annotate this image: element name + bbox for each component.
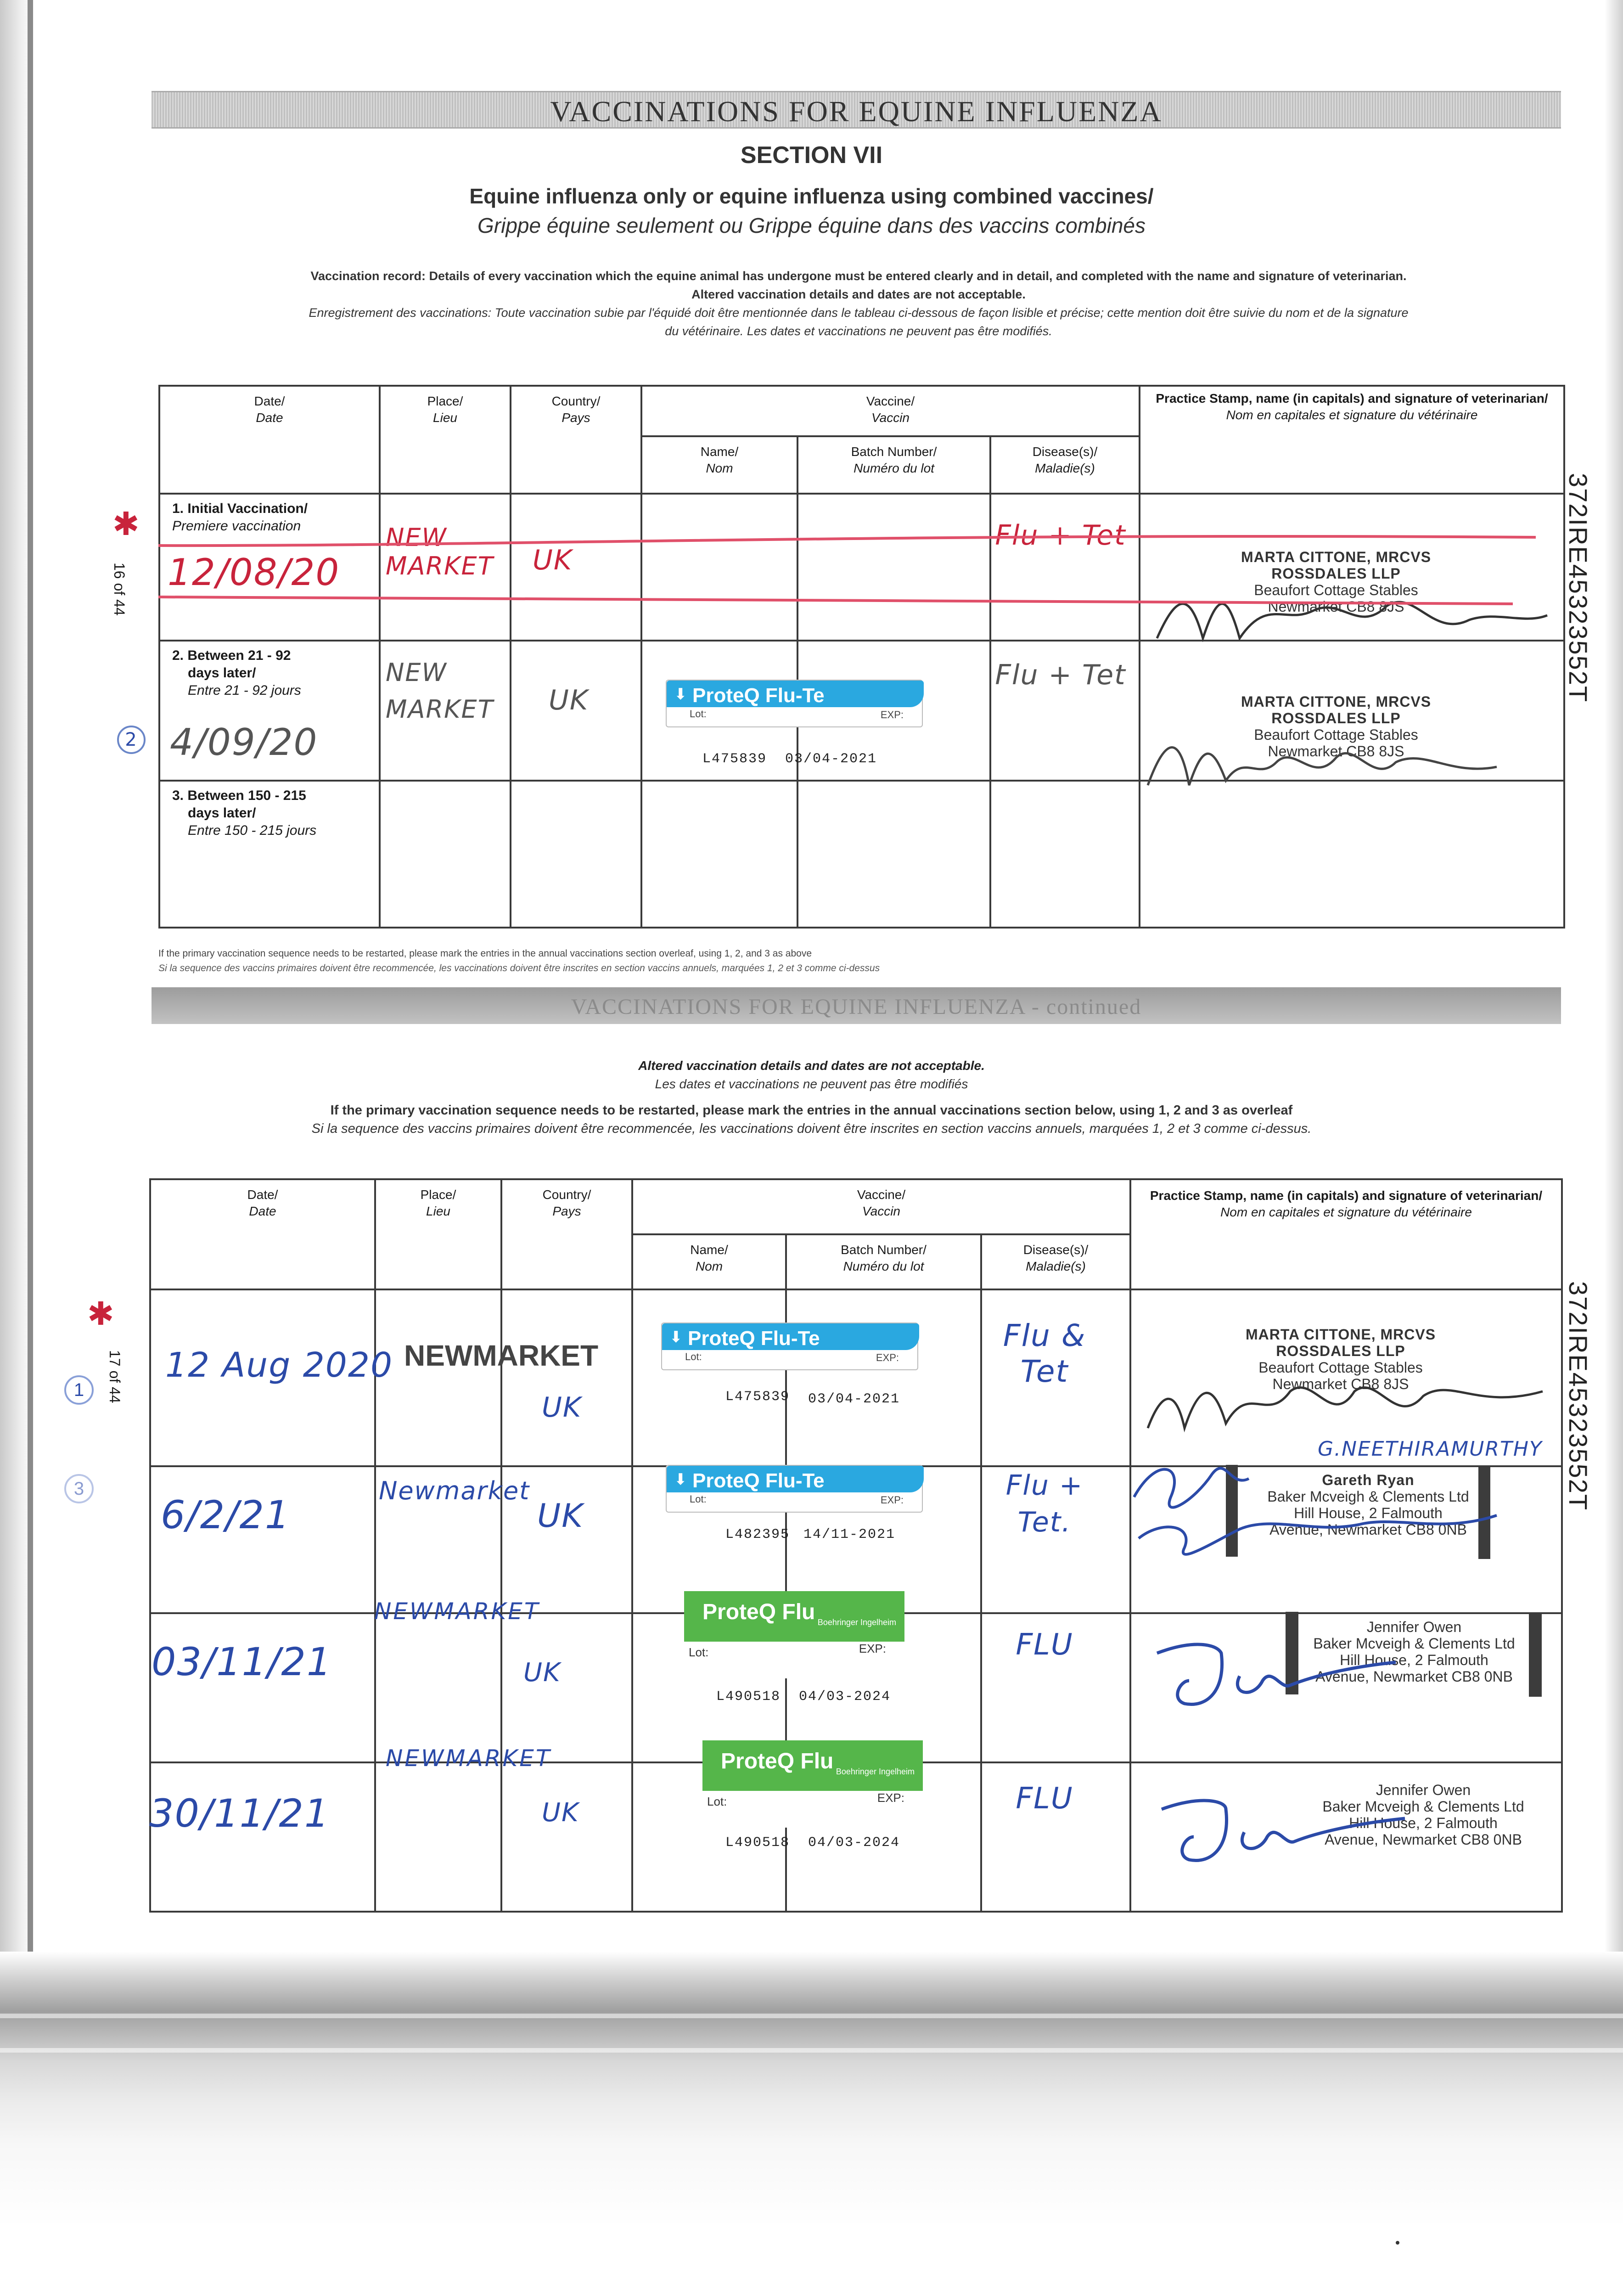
b3-date: 03/11/21 bbox=[152, 1639, 332, 1684]
b2-circle-number: 3 bbox=[64, 1474, 94, 1503]
vaccine-name: ProteQ Flu-Te bbox=[692, 1469, 825, 1492]
subtitle-fr: Grippe équine seulement ou Grippe équine dans des vaccins combinés bbox=[477, 214, 1146, 237]
header-country: Country/ Pays bbox=[501, 1179, 632, 1289]
b2-country: UK bbox=[537, 1497, 584, 1535]
b2-signature bbox=[1120, 1446, 1524, 1566]
b2-place: Newmarket bbox=[379, 1476, 530, 1505]
subtitle-en: Equine influenza only or equine influenza using combined vaccines/ bbox=[469, 184, 1154, 208]
altered-note-en: Altered vaccination details and dates are not acceptable. bbox=[638, 1058, 985, 1073]
record-note-en-2: Altered vaccination details and dates are not acceptable. bbox=[691, 287, 1026, 301]
b1-signature bbox=[1139, 1359, 1552, 1437]
record-note-fr-2: du vétérinaire. Les dates et vaccinations ne peuvent pas être modifiés. bbox=[665, 324, 1052, 338]
b3-vaccine-label: ProteQ Flu Boehringer Ingelheim Lot: EXP: bbox=[684, 1591, 904, 1678]
header-date: Date/ Date bbox=[159, 386, 380, 494]
vaccine-name: ProteQ Flu bbox=[721, 1749, 834, 1773]
b1-lot-number: L475839 bbox=[725, 1389, 790, 1405]
row1-country: UK bbox=[533, 544, 573, 576]
row2-country: UK bbox=[549, 684, 589, 716]
header-practice: Practice Stamp, name (in capitals) and signature of veterinarian/ Nom en capitales et signature du vétérinaire bbox=[1140, 386, 1564, 494]
info-arrow-icon: ⬇ bbox=[674, 686, 687, 703]
row2-signature bbox=[1139, 716, 1543, 794]
row2-circle-number: 2 bbox=[117, 726, 146, 754]
b4-place: NEWMARKET bbox=[386, 1745, 552, 1772]
strike-lines bbox=[158, 519, 1563, 611]
b4-signature bbox=[1148, 1782, 1469, 1869]
redaction-bar bbox=[1529, 1614, 1542, 1697]
b1-expiry: 03/04-2021 bbox=[808, 1391, 900, 1407]
section-heading: SECTION VII bbox=[740, 142, 883, 169]
header-batch: Batch Number/ Numéro du lot bbox=[797, 436, 990, 494]
b1-vet-stamp: MARTA CITTONE, MRCVS ROSSDALES LLP Beaufort Cottage Stables Newmarket CB8 8JS bbox=[1245, 1326, 1436, 1392]
page-title: VACCINATIONS FOR EQUINE INFLUENZA bbox=[550, 95, 1162, 128]
restart-note-fr: Si la sequence des vaccins primaires doivent être recommencée, les vaccinations doivent être inscrites en section vaccins annuels, marquées 1, 2 et 3 comme ci-dessus. bbox=[311, 1121, 1312, 1136]
b2-disease: Flu + Tet. bbox=[1005, 1469, 1084, 1538]
vaccine-name: ProteQ Flu-Te bbox=[692, 684, 825, 707]
b4-disease: FLU bbox=[1016, 1782, 1073, 1816]
row2-place: NEW MARKET bbox=[386, 658, 494, 724]
header-disease: Disease(s)/ Maladie(s) bbox=[981, 1234, 1130, 1289]
header-practice: Practice Stamp, name (in capitals) and signature of veterinarian/ Nom en capitales et signature du vétérinaire bbox=[1130, 1179, 1562, 1289]
header-place: Place/ Lieu bbox=[380, 386, 511, 494]
record-note-fr: Enregistrement des vaccinations: Toute vaccination subie par l'équidé doit être mentionnée dans le tableau ci-dessous de façon lisible et précise; cette mention doit être suivie du nom et de la signature bbox=[309, 306, 1409, 320]
b1-circle-number: 1 bbox=[64, 1375, 94, 1405]
scan-edge bbox=[28, 0, 33, 1952]
page-number-bottom: 17 of 44 bbox=[107, 1350, 123, 1403]
header-vaccine: Vaccine/ Vaccin bbox=[641, 386, 1140, 436]
row2-vet-stamp: MARTA CITTONE, MRCVS ROSSDALES LLP Beaufort Cottage Stables Newmarket CB8 8JS bbox=[1241, 693, 1432, 760]
row2-vaccine-label: ⬇ ProteQ Flu-Te Lot: EXP: bbox=[666, 680, 923, 727]
passport-id-top: 372IRE45323552T bbox=[1564, 473, 1593, 703]
row1-date: 12/08/20 bbox=[168, 551, 340, 594]
row1-label: 1. Initial Vaccination/ Premiere vaccination bbox=[159, 494, 380, 641]
header-batch: Batch Number/ Numéro du lot bbox=[786, 1234, 981, 1289]
maker-logo: Boehringer Ingelheim bbox=[836, 1767, 915, 1776]
b3-place: NEWMARKET bbox=[374, 1598, 540, 1625]
row2-label: 2. Between 21 - 92 days later/ Entre 21 - 92 jours bbox=[159, 641, 380, 781]
table-row bbox=[159, 781, 1564, 928]
row1-place: NEW MARKET bbox=[386, 523, 494, 580]
b4-date: 30/11/21 bbox=[149, 1791, 330, 1836]
b4-expiry: 04/03-2024 bbox=[808, 1835, 900, 1851]
record-note-en: Vaccination record: Details of every vaccination which the equine animal has undergone must be entered clearly and in detail, and completed with the name and signature of veterinarian. bbox=[310, 269, 1407, 283]
row1-vet-stamp: MARTA CITTONE, MRCVS ROSSDALES LLP Beaufort Cottage Stables Newmarket CB8 8JS bbox=[1241, 549, 1432, 615]
info-arrow-icon: ⬇ bbox=[674, 1471, 687, 1488]
row2-lot-number: L475839 bbox=[702, 751, 767, 767]
vaccine-name: ProteQ Flu-Te bbox=[688, 1327, 820, 1350]
b2-lot-number: L482395 bbox=[725, 1527, 790, 1542]
b2-date: 6/2/21 bbox=[161, 1492, 291, 1537]
b4-vet-stamp: Jennifer Owen Baker Mcveigh & Clements Ltd Hill House, 2 Falmouth Avenue, Newmarket CB8 0NB bbox=[1322, 1782, 1524, 1848]
footnote-en: If the primary vaccination sequence needs to be restarted, please mark the entries in the annual vaccinations section overleaf, using 1, 2, and 3 as above bbox=[158, 948, 812, 959]
header-country: Country/ Pays bbox=[511, 386, 641, 494]
row3-label: 3. Between 150 - 215 days later/ Entre 150 - 215 jours bbox=[159, 781, 380, 928]
altered-note-fr: Les dates et vaccinations ne peuvent pas être modifiés bbox=[655, 1077, 968, 1091]
row2-date: 4/09/20 bbox=[170, 721, 318, 764]
b1-vaccine-label: ⬇ ProteQ Flu-Te Lot: EXP: bbox=[661, 1322, 918, 1370]
scan-streak bbox=[0, 2048, 1623, 2053]
b4-lot-number: L490518 bbox=[725, 1835, 790, 1851]
scan-fold-shadow bbox=[0, 1952, 1623, 2296]
b2-vet-stamp: Gareth Ryan Baker Mcveigh & Clements Ltd Hill House, 2 Falmouth Avenue, Newmarket CB8 0NB bbox=[1267, 1472, 1469, 1538]
b3-country: UK bbox=[523, 1658, 561, 1688]
header-place: Place/ Lieu bbox=[375, 1179, 501, 1289]
b2-vaccine-label: ⬇ ProteQ Flu-Te Lot: EXP: bbox=[666, 1465, 923, 1513]
b3-vet-stamp: Jennifer Owen Baker Mcveigh & Clements Ltd Hill House, 2 Falmouth Avenue, Newmarket CB8 0NB bbox=[1313, 1619, 1515, 1685]
scan-dust bbox=[1396, 2241, 1399, 2245]
restart-note-en: If the primary vaccination sequence needs to be restarted, please mark the entries in the annual vaccinations section below, using 1, 2 and 3 as overleaf bbox=[330, 1103, 1293, 1118]
header-name: Name/ Nom bbox=[632, 1234, 786, 1289]
header-disease: Disease(s)/ Maladie(s) bbox=[990, 436, 1140, 494]
header-name: Name/ Nom bbox=[641, 436, 797, 494]
b1-country: UK bbox=[542, 1391, 582, 1424]
b1-disease: Flu & Tet bbox=[1003, 1318, 1086, 1389]
scan-shadow-right bbox=[1605, 0, 1623, 1975]
info-arrow-icon: ⬇ bbox=[669, 1328, 683, 1346]
continued-title: VACCINATIONS FOR EQUINE INFLUENZA - continued bbox=[571, 995, 1142, 1019]
b4-country: UK bbox=[542, 1798, 579, 1828]
passport-id-bottom: 372IRE45323552T bbox=[1564, 1281, 1593, 1511]
b4-vaccine-label: ProteQ Flu Boehringer Ingelheim Lot: EXP: bbox=[702, 1740, 923, 1828]
scan-streak bbox=[0, 2014, 1623, 2018]
b3-disease: FLU bbox=[1016, 1628, 1073, 1662]
vaccine-name: ProteQ Flu bbox=[702, 1600, 815, 1624]
b3-lot-number: L490518 bbox=[716, 1689, 781, 1705]
b3-signature bbox=[1139, 1626, 1460, 1713]
row1-disease: Flu + Tet bbox=[995, 519, 1126, 551]
b3-expiry: 04/03-2024 bbox=[799, 1689, 891, 1705]
row2-disease: Flu + Tet bbox=[995, 659, 1126, 691]
asterisk-mark: ✱ bbox=[87, 1296, 114, 1332]
header-vaccine: Vaccine/ Vaccin bbox=[632, 1179, 1130, 1234]
b1-date: 12 Aug 2020 bbox=[165, 1345, 393, 1385]
footnote-fr: Si la sequence des vaccins primaires doivent être recommencée, les vaccinations doivent être inscrites en section vaccins annuels, marquées 1, 2 et 3 comme ci-dessus bbox=[158, 963, 880, 974]
b1-place: NEWMARKET bbox=[404, 1339, 599, 1372]
primary-vaccination-table bbox=[158, 385, 1565, 929]
page-number-top: 16 of 44 bbox=[111, 563, 128, 616]
maker-logo: Boehringer Ingelheim bbox=[817, 1618, 896, 1627]
row2-expiry: 03/04-2021 bbox=[785, 751, 877, 767]
header-date: Date/ Date bbox=[150, 1179, 375, 1289]
b2-handwritten-vet-name: G.NEETHIRAMURTHY bbox=[1318, 1437, 1543, 1461]
asterisk-mark: ✱ bbox=[112, 506, 140, 542]
b2-expiry: 14/11-2021 bbox=[803, 1527, 896, 1542]
